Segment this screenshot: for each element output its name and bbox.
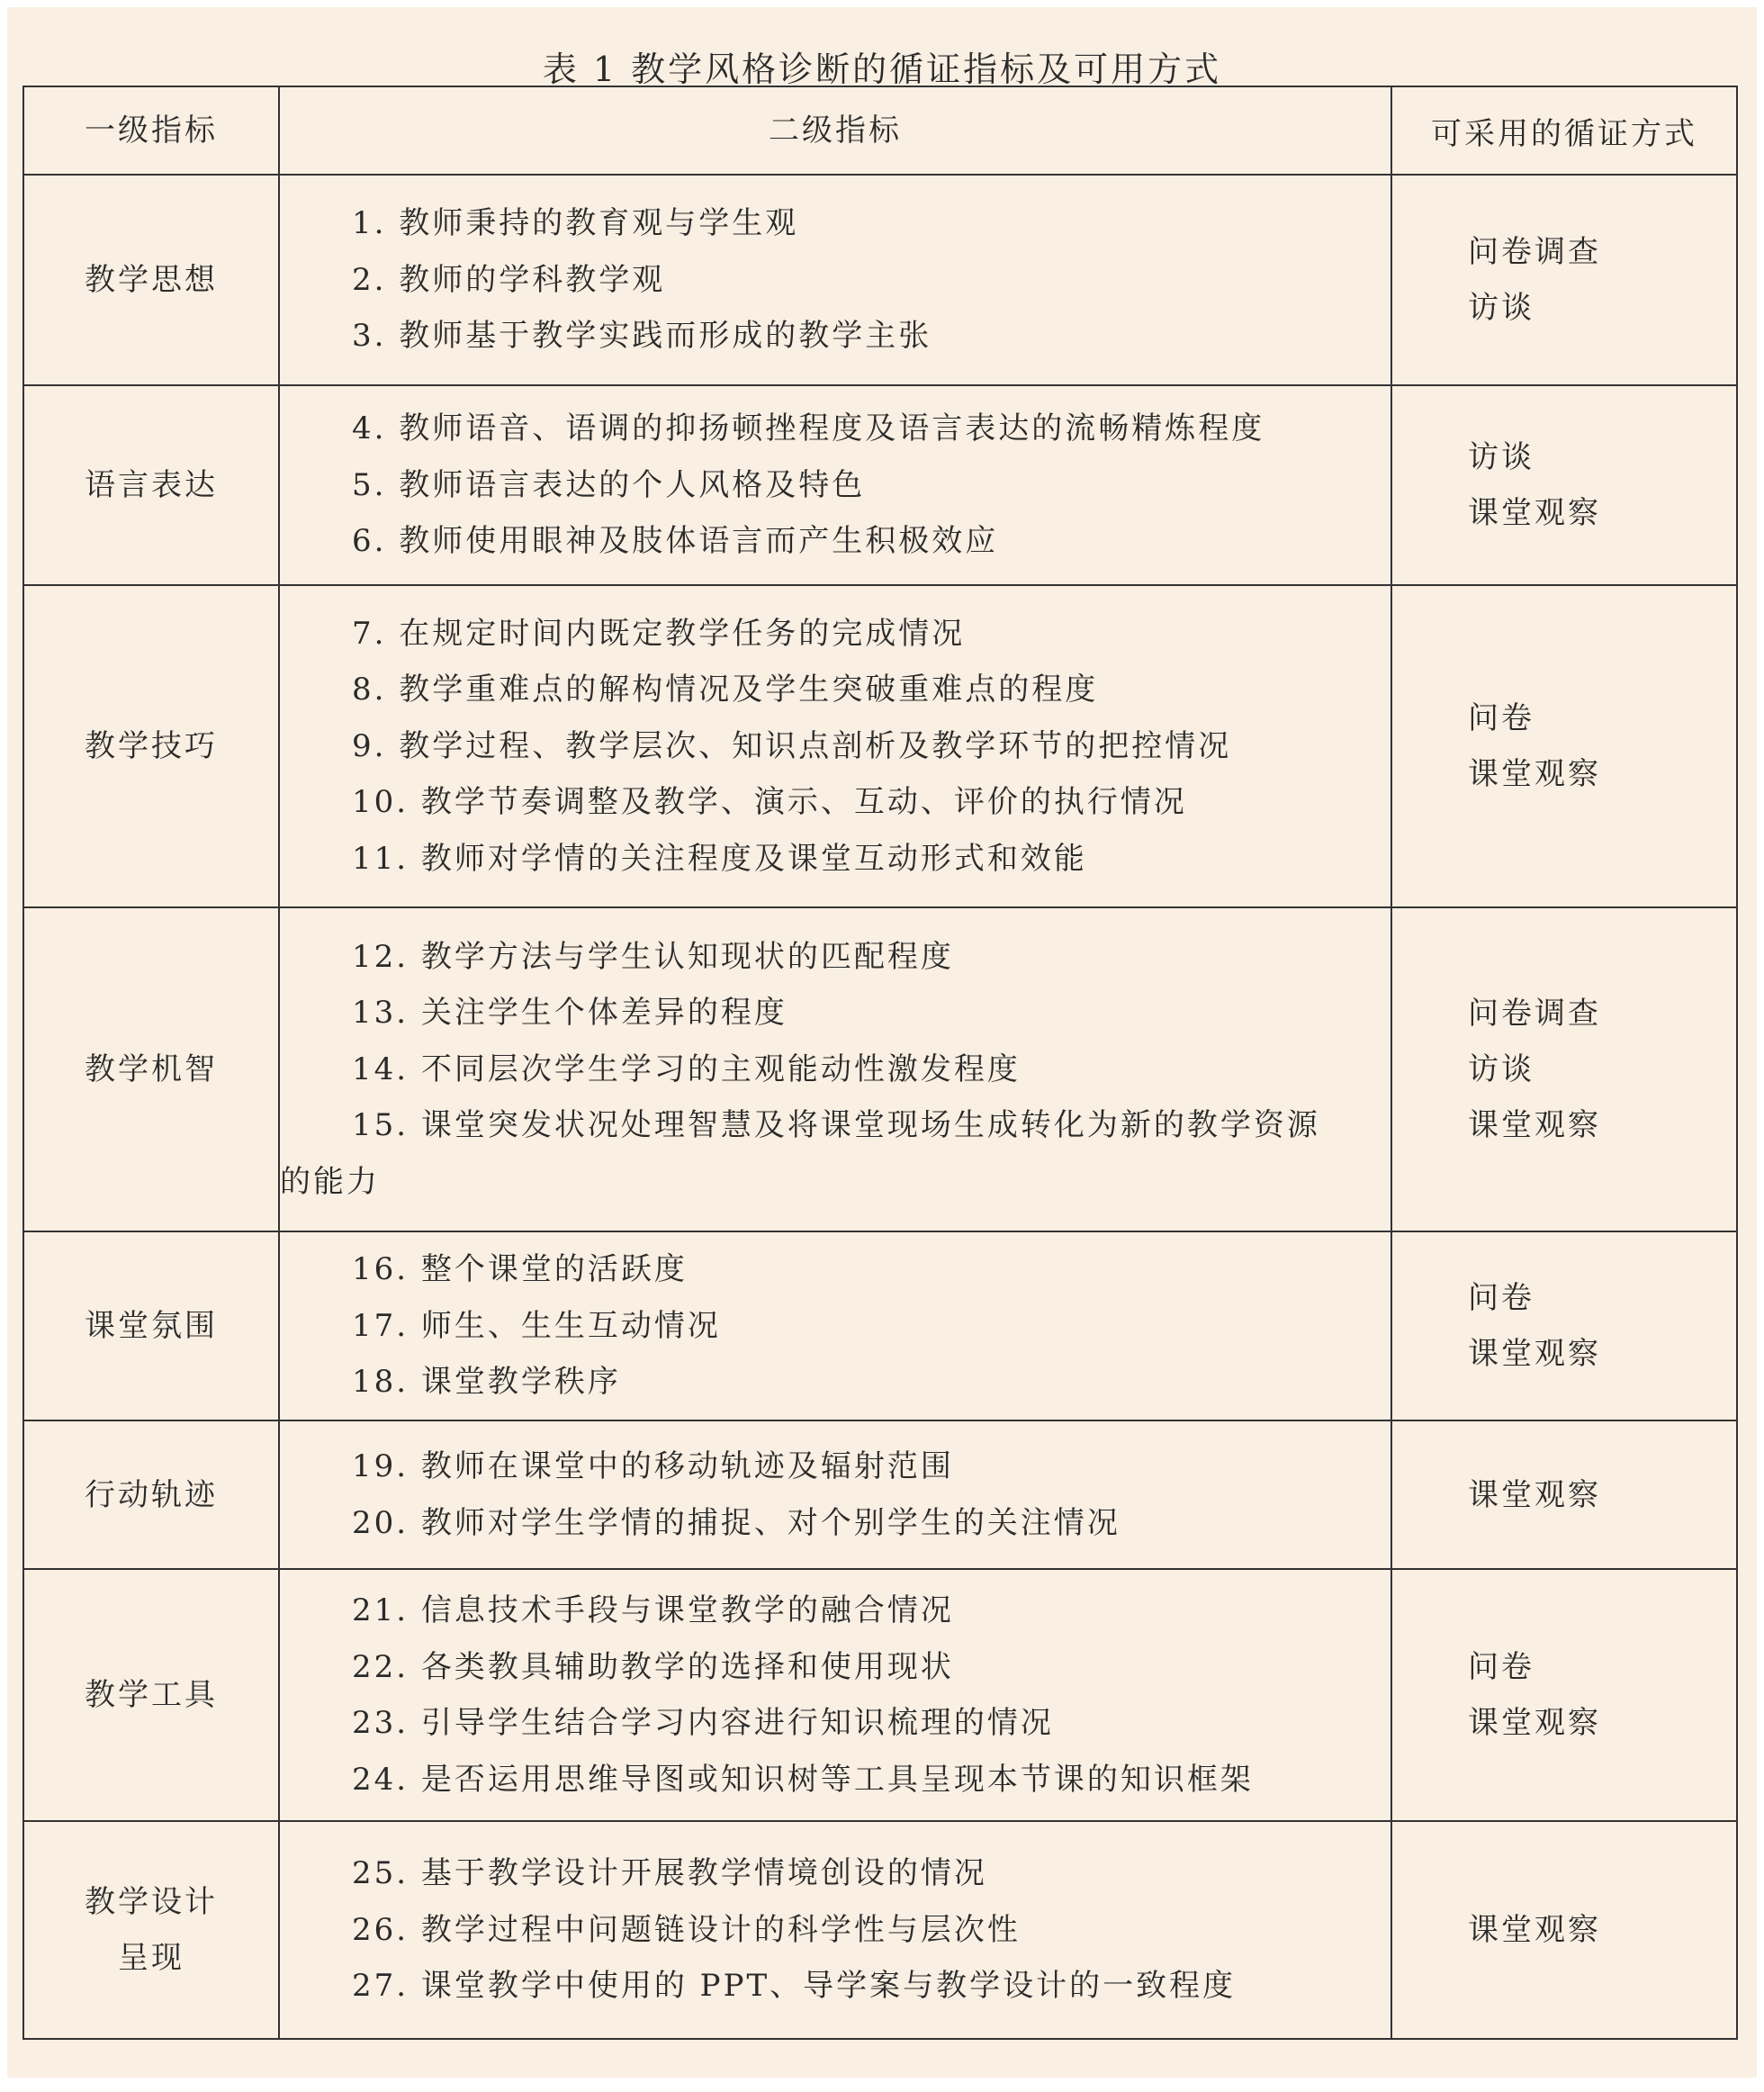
page — [7, 7, 1757, 2078]
secondary-indicator-item: 25. 基于教学设计开展教学情境创设的情况 — [352, 1855, 987, 1892]
table-title: 表 1 教学风格诊断的循证指标及可用方式 — [542, 50, 1222, 89]
evidence-method-item: 课堂观察 — [1468, 1336, 1601, 1372]
secondary-indicator-list — [280, 606, 1390, 888]
secondary-indicator-item: 11. 教师对学情的关注程度及课堂互动形式和效能 — [352, 840, 1087, 877]
evidence-method-cell — [1391, 1420, 1737, 1569]
secondary-indicator-item: 16. 整个课堂的活跃度 — [352, 1251, 688, 1288]
header-secondary-indicator: 二级指标 — [279, 86, 1391, 175]
secondary-indicator-list — [280, 1845, 1390, 2015]
evidence-method-cell — [1391, 585, 1737, 907]
secondary-indicator-list — [280, 1583, 1390, 1808]
header-primary-indicator: 一级指标 — [23, 86, 279, 175]
primary-indicator-cell — [23, 175, 279, 385]
secondary-indicator-item: 12. 教学方法与学生认知现状的匹配程度 — [352, 938, 954, 975]
indicator-table — [22, 86, 1738, 2040]
secondary-indicator-item: 1. 教师秉持的教育观与学生观 — [352, 205, 799, 242]
secondary-indicator-item: 18. 课堂教学秩序 — [352, 1364, 621, 1401]
secondary-indicator-cell — [279, 1420, 1391, 1569]
table-row — [23, 1569, 1737, 1821]
primary-indicator-cell — [23, 1231, 279, 1420]
secondary-indicator-list — [280, 929, 1390, 1211]
evidence-method-cell — [1391, 1569, 1737, 1821]
evidence-method-item: 课堂观察 — [1468, 1107, 1601, 1143]
evidence-method-item: 课堂观察 — [1468, 1912, 1601, 1948]
secondary-indicator-item: 24. 是否运用思维导图或知识树等工具呈现本节课的知识框架 — [352, 1761, 1254, 1798]
secondary-indicator-cell — [279, 385, 1391, 585]
primary-indicator-text: 教学思想 — [85, 262, 218, 298]
evidence-method-item: 问卷 — [1468, 1649, 1534, 1685]
primary-indicator-text: 教学工具 — [85, 1677, 218, 1713]
secondary-indicator-item: 3. 教师基于教学实践而形成的教学主张 — [352, 318, 932, 355]
secondary-indicator-cell — [279, 907, 1391, 1231]
secondary-indicator-cell — [279, 1569, 1391, 1821]
secondary-indicator-item: 5. 教师语言表达的个人风格及特色 — [352, 466, 866, 503]
primary-indicator-cell — [23, 385, 279, 585]
primary-indicator-cell — [23, 585, 279, 907]
evidence-method-item: 访谈 — [1468, 290, 1534, 326]
secondary-indicator-item: 13. 关注学生个体差异的程度 — [352, 995, 788, 1032]
primary-indicator-text: 呈现 — [118, 1940, 184, 1976]
evidence-method-cell — [1391, 175, 1737, 385]
secondary-indicator-list — [280, 195, 1390, 365]
secondary-indicator-item: 14. 不同层次学生学习的主观能动性激发程度 — [352, 1051, 1021, 1087]
primary-indicator-cell — [23, 1821, 279, 2039]
primary-indicator-cell — [23, 1569, 279, 1821]
table-row — [23, 585, 1737, 907]
primary-indicator-text: 课堂氛围 — [85, 1308, 218, 1344]
primary-indicator-text: 教学技巧 — [85, 728, 218, 764]
secondary-indicator-item: 4. 教师语音、语调的抑扬顿挫程度及语言表达的流畅精炼程度 — [352, 410, 1265, 447]
evidence-method-cell — [1391, 385, 1737, 585]
table-row — [23, 175, 1737, 385]
secondary-indicator-item: 7. 在规定时间内既定教学任务的完成情况 — [352, 615, 966, 652]
table-row — [23, 1231, 1737, 1420]
secondary-indicator-item: 8. 教学重难点的解构情况及学生突破重难点的程度 — [352, 672, 1099, 708]
table-row — [23, 1420, 1737, 1569]
evidence-method-cell — [1391, 1821, 1737, 2039]
secondary-indicator-item: 17. 师生、生生互动情况 — [352, 1307, 721, 1344]
evidence-method-item: 问卷调查 — [1468, 996, 1601, 1032]
secondary-indicator-item: 19. 教师在课堂中的移动轨迹及辐射范围 — [352, 1448, 954, 1484]
evidence-method-item: 问卷 — [1468, 700, 1534, 736]
evidence-method-item: 访谈 — [1468, 439, 1534, 475]
secondary-indicator-list — [280, 401, 1390, 570]
primary-indicator-text: 教学机智 — [85, 1051, 218, 1087]
secondary-indicator-item: 20. 教师对学生学情的捕捉、对个别学生的关注情况 — [352, 1504, 1120, 1541]
evidence-method-item: 问卷 — [1468, 1280, 1534, 1316]
evidence-method-item: 课堂观察 — [1468, 756, 1601, 792]
secondary-indicator-item: 6. 教师使用眼神及肢体语言而产生积极效应 — [352, 523, 999, 560]
evidence-method-item: 课堂观察 — [1468, 1705, 1601, 1741]
secondary-indicator-cell — [279, 1231, 1391, 1420]
secondary-indicator-item: 15. 课堂突发状况处理智慧及将课堂现场生成转化为新的教学资源 — [352, 1107, 1320, 1144]
table-row — [23, 907, 1737, 1231]
secondary-indicator-item: 21. 信息技术手段与课堂教学的融合情况 — [352, 1592, 954, 1628]
primary-indicator-text: 教学设计 — [85, 1884, 218, 1920]
secondary-indicator-cell — [279, 175, 1391, 385]
secondary-indicator-item: 23. 引导学生结合学习内容进行知识梳理的情况 — [352, 1705, 1054, 1741]
secondary-indicator-item: 9. 教学过程、教学层次、知识点剖析及教学环节的把控情况 — [352, 727, 1232, 764]
primary-indicator-text: 行动轨迹 — [85, 1476, 218, 1513]
table-row — [23, 385, 1737, 585]
table-row — [23, 1821, 1737, 2039]
primary-indicator-cell — [23, 1420, 279, 1569]
secondary-indicator-item: 26. 教学过程中问题链设计的科学性与层次性 — [352, 1911, 1021, 1948]
secondary-indicator-item: 22. 各类教具辅助教学的选择和使用现状 — [352, 1648, 954, 1685]
secondary-indicator-item: 10. 教学节奏调整及教学、演示、互动、评价的执行情况 — [352, 784, 1187, 821]
secondary-indicator-list — [280, 1241, 1390, 1411]
secondary-indicator-cell — [279, 585, 1391, 907]
secondary-indicator-list — [280, 1438, 1390, 1551]
evidence-method-item: 问卷调查 — [1468, 234, 1601, 270]
evidence-method-cell — [1391, 907, 1737, 1231]
header-evidence-methods: 可采用的循证方式 — [1391, 86, 1737, 175]
secondary-indicator-item: 2. 教师的学科教学观 — [352, 261, 666, 298]
evidence-method-cell — [1391, 1231, 1737, 1420]
table-header-row — [23, 86, 1737, 175]
evidence-method-item: 课堂观察 — [1468, 1476, 1601, 1513]
evidence-method-item: 课堂观察 — [1468, 495, 1601, 531]
evidence-method-item: 访谈 — [1468, 1051, 1534, 1087]
secondary-indicator-item: 27. 课堂教学中使用的 PPT、导学案与教学设计的一致程度 — [352, 1968, 1237, 2005]
secondary-indicator-continuation: 的能力 — [280, 1163, 380, 1200]
primary-indicator-cell — [23, 907, 279, 1231]
primary-indicator-text: 语言表达 — [85, 467, 218, 503]
secondary-indicator-cell — [279, 1821, 1391, 2039]
